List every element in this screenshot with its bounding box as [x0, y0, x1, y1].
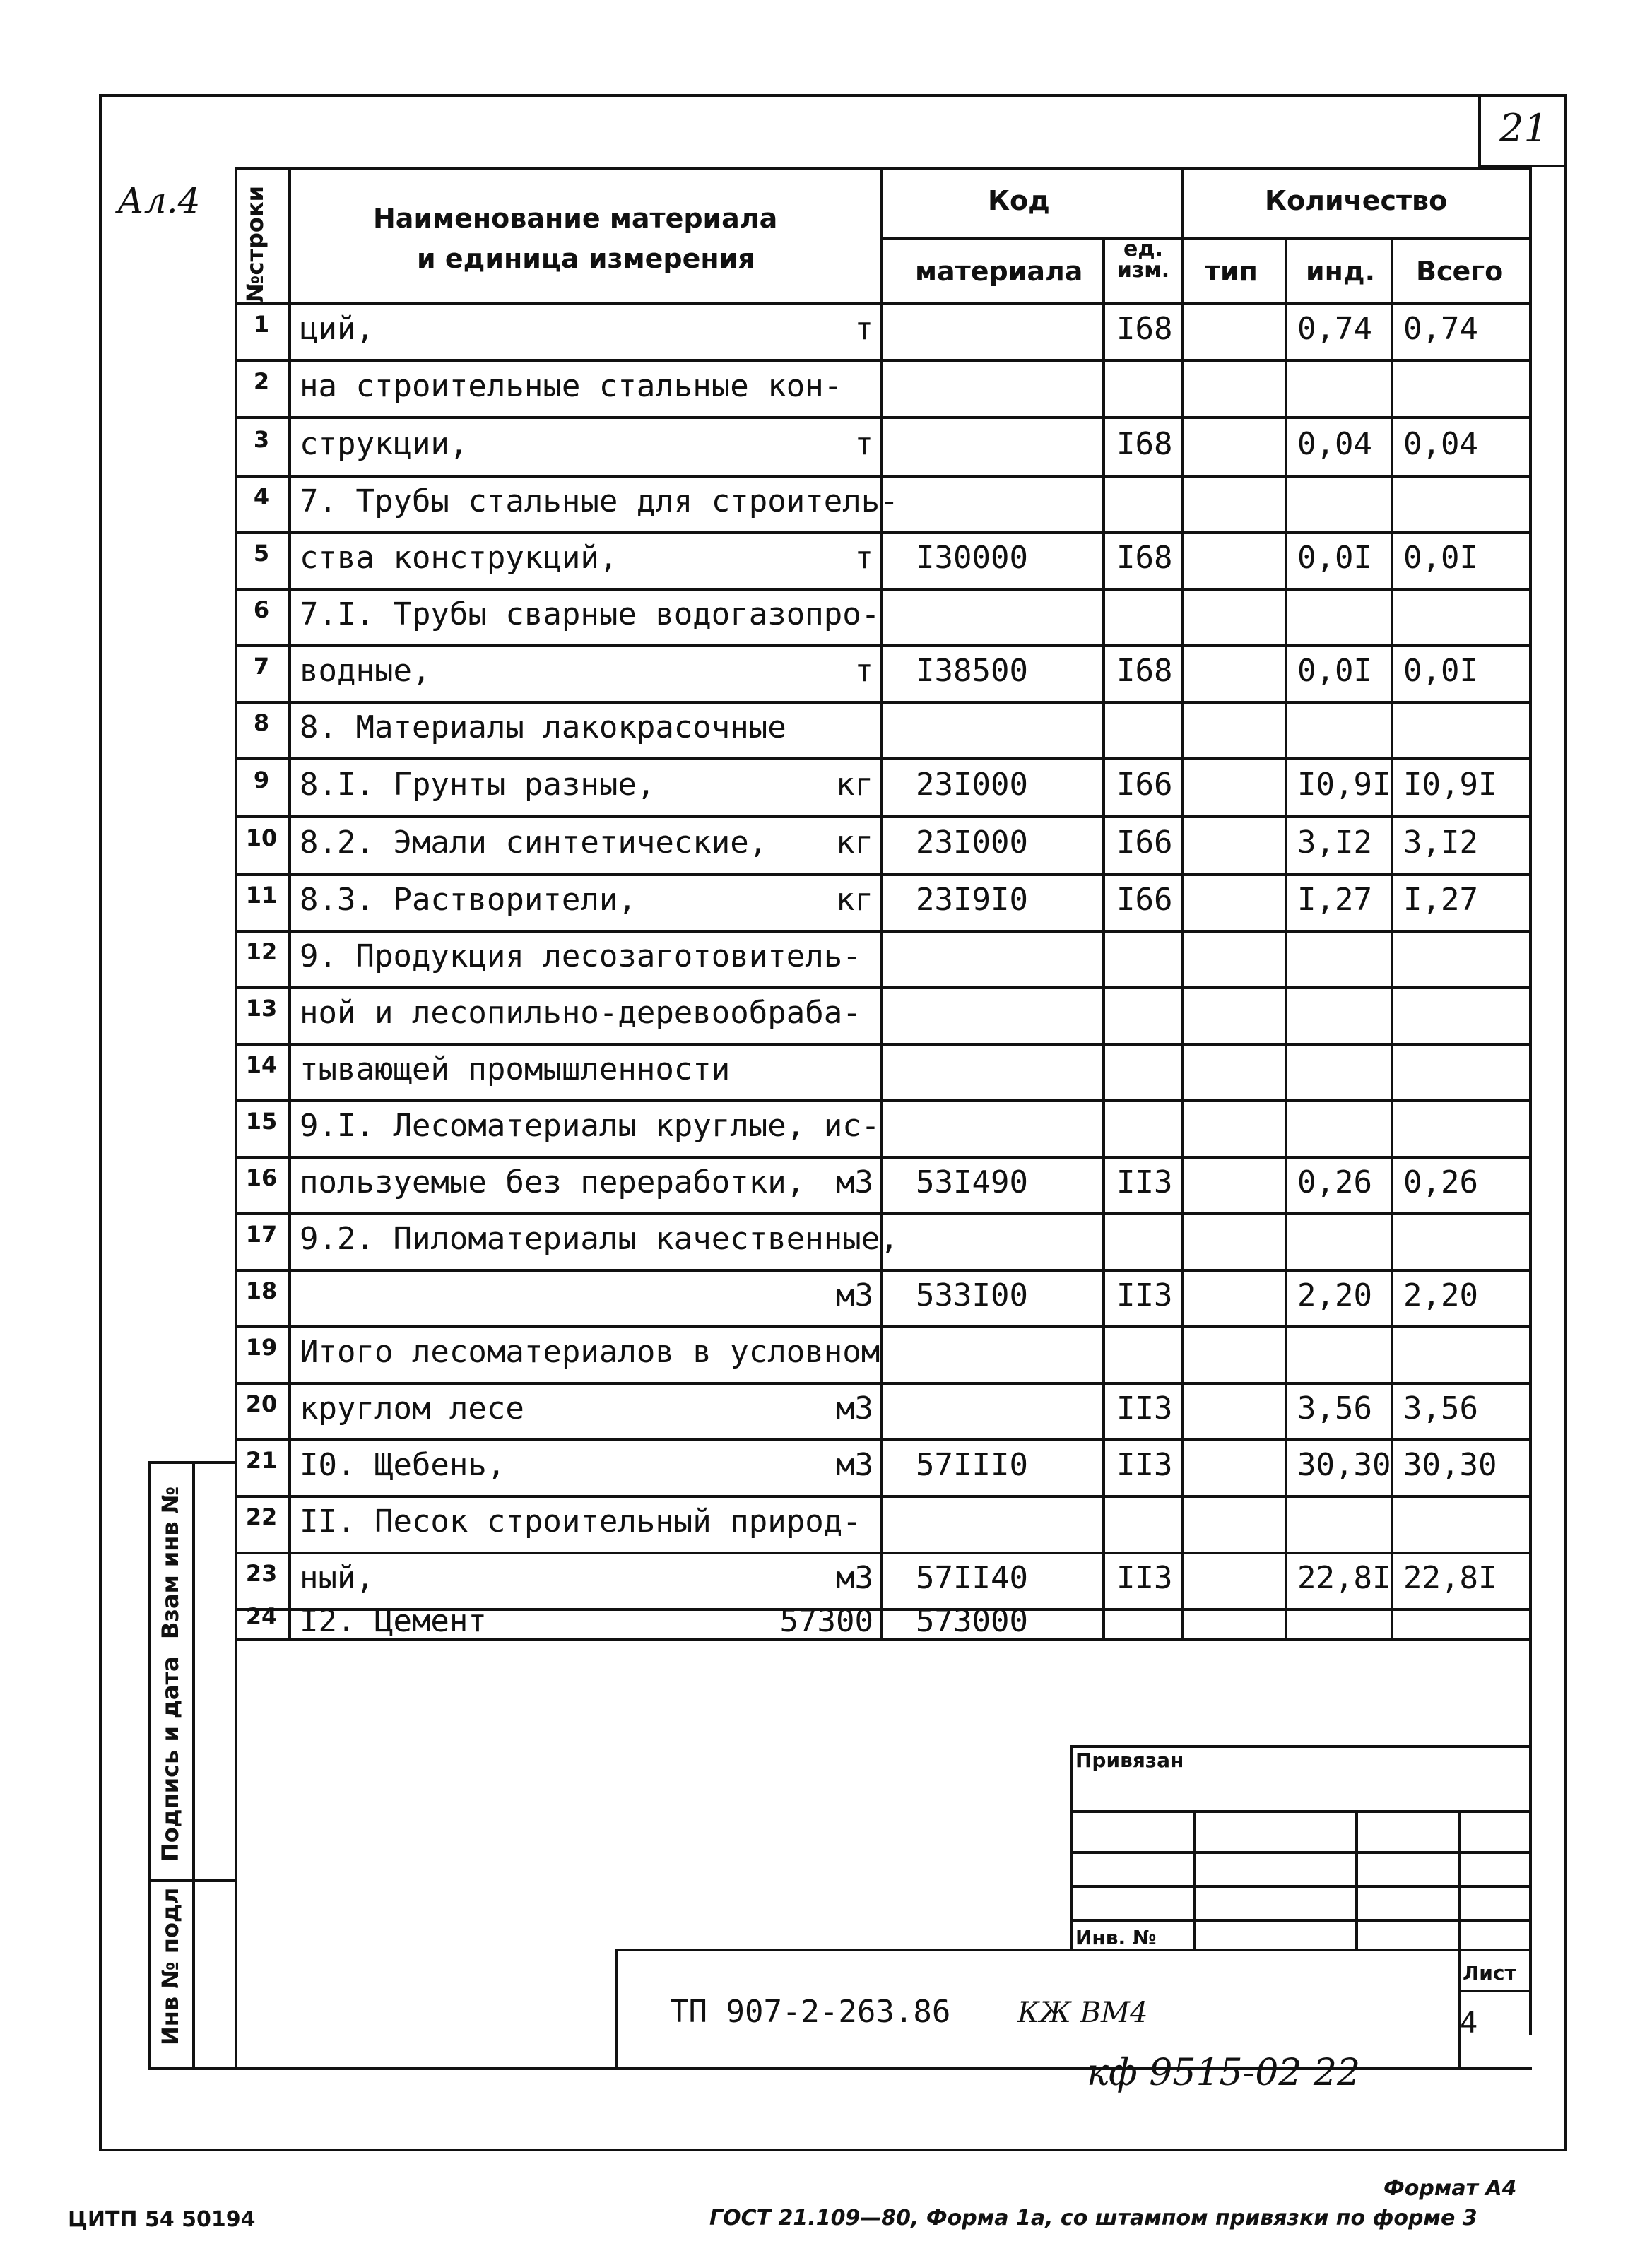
qty-total: 3,56 — [1403, 1390, 1478, 1426]
material-name: ства конструкций, — [300, 540, 618, 576]
material-code: 23I000 — [916, 825, 1028, 861]
row-separator — [235, 588, 1529, 591]
qty-ind: 22,8I — [1297, 1560, 1391, 1596]
qty-ind: 30,30 — [1297, 1447, 1391, 1483]
material-unit: т — [854, 425, 873, 462]
qty-ind: 2,20 — [1297, 1277, 1372, 1313]
row-separator — [235, 1438, 1529, 1441]
row-number: 8 — [253, 709, 270, 736]
header-row-number: №строки — [242, 185, 269, 302]
material-code: I30000 — [916, 540, 1028, 576]
qty-ind: 3,56 — [1297, 1390, 1372, 1426]
header-quantity: Количество — [1265, 185, 1448, 216]
side-stamp-vzam: Взам инв № — [157, 1486, 184, 1639]
qty-ind: 0,26 — [1297, 1164, 1372, 1200]
material-code: 23I000 — [916, 767, 1028, 803]
row-number: 21 — [245, 1447, 278, 1474]
header-code-material: материала — [915, 256, 1083, 287]
material-name: 8.2. Эмали синтетические, — [300, 825, 768, 861]
qty-total: 0,74 — [1403, 311, 1478, 347]
row-separator — [235, 1043, 1529, 1046]
row-number: 13 — [245, 995, 278, 1022]
privyazan-col3 — [1458, 1810, 1461, 1950]
qty-total: 3,I2 — [1403, 825, 1478, 861]
material-code: I38500 — [916, 653, 1028, 689]
row-number: 2 — [253, 367, 270, 395]
qty-ind: I0,9I — [1297, 767, 1391, 803]
side-strip-inner — [192, 1461, 195, 2069]
material-code: 57II40 — [916, 1560, 1028, 1596]
col-type-line — [1181, 167, 1184, 1639]
qty-ind: 0,04 — [1297, 425, 1372, 462]
qty-total: 30,30 — [1403, 1447, 1497, 1483]
unit-code: II3 — [1116, 1560, 1173, 1596]
qty-ind: 0,74 — [1297, 311, 1372, 347]
unit-code: I68 — [1116, 311, 1173, 347]
row-separator — [235, 815, 1529, 818]
material-code: 53I490 — [916, 1164, 1028, 1200]
material-name: 9.I. Лесоматериалы круглые, ис- — [300, 1108, 880, 1144]
row-number: 11 — [245, 882, 278, 909]
unit-code: II3 — [1116, 1390, 1173, 1426]
material-unit: 57300 — [779, 1603, 873, 1639]
material-unit: м3 — [836, 1447, 873, 1483]
row-separator — [235, 757, 1529, 760]
stamp-list-label: Лист — [1463, 1961, 1516, 1985]
row-separator — [235, 475, 1529, 478]
title-top — [615, 1949, 1530, 1951]
row-number: 7 — [253, 653, 270, 680]
side-stamp-inv-podl: Инв № подл — [157, 1887, 184, 2045]
col-right-line — [1529, 167, 1532, 2035]
material-unit: м3 — [836, 1560, 873, 1596]
row-number: 9 — [253, 767, 270, 793]
stamp-inv-no: Инв. № — [1075, 1926, 1157, 1949]
row-separator — [235, 701, 1529, 704]
col-total-line — [1391, 237, 1393, 1639]
qty-total: 0,0I — [1403, 653, 1478, 689]
row-number: 4 — [253, 483, 270, 510]
material-name: 7.I. Трубы сварные водогазопро- — [300, 596, 880, 632]
side-strip-left — [148, 1461, 151, 2069]
header-qty-ind: инд. — [1306, 256, 1376, 287]
row-number: 14 — [245, 1051, 278, 1078]
material-unit: м3 — [836, 1277, 873, 1313]
page-number: 21 — [1499, 106, 1548, 150]
row-number: 1 — [253, 311, 270, 338]
unit-code: II3 — [1116, 1164, 1173, 1200]
row-number: 5 — [253, 540, 270, 567]
qty-total: 2,20 — [1403, 1277, 1478, 1313]
material-name: I0. Щебень, — [300, 1447, 506, 1483]
header-mid-line — [880, 237, 1529, 240]
row-separator — [235, 1269, 1529, 1272]
material-unit: т — [854, 653, 873, 689]
material-code: 533I00 — [916, 1277, 1028, 1313]
row-separator — [235, 1156, 1529, 1159]
header-qty-type: тип — [1205, 256, 1258, 287]
qty-ind: 0,0I — [1297, 540, 1372, 576]
header-name-line2: и единица измерения — [417, 243, 755, 274]
qty-total: 0,04 — [1403, 425, 1478, 462]
row-number: 12 — [245, 938, 278, 965]
row-separator — [235, 531, 1529, 534]
row-separator — [235, 1552, 1529, 1554]
unit-code: II3 — [1116, 1277, 1173, 1313]
header-code: Код — [988, 185, 1050, 216]
stamp-list-value: 4 — [1460, 2005, 1478, 2040]
row-separator — [235, 930, 1529, 933]
unit-code: I68 — [1116, 653, 1173, 689]
qty-total: I,27 — [1403, 882, 1478, 918]
qty-ind: 3,I2 — [1297, 825, 1372, 861]
qty-total: I0,9I — [1403, 767, 1497, 803]
title-left — [615, 1949, 618, 2069]
row-number: 3 — [253, 425, 270, 453]
row-number: 24 — [245, 1603, 278, 1630]
stamp-privyazan: Привязан — [1075, 1749, 1184, 1772]
material-name: струкции, — [300, 425, 468, 462]
material-name: ций, — [300, 311, 374, 347]
privyazan-col2 — [1355, 1810, 1358, 1950]
material-name: круглом лесе — [300, 1390, 524, 1426]
material-name: пользуемые без переработки, — [300, 1164, 806, 1200]
header-code-unit: ед. изм. — [1116, 237, 1170, 283]
col-number-line — [288, 167, 291, 1639]
material-unit: кг — [836, 882, 873, 918]
material-name: 8.I. Грунты разные, — [300, 767, 656, 803]
material-unit: кг — [836, 767, 873, 803]
list-mid — [1458, 1990, 1530, 1992]
row-separator — [235, 1382, 1529, 1385]
unit-code: I66 — [1116, 767, 1173, 803]
material-name: тывающей промышленности — [300, 1051, 731, 1087]
privyazan-top — [1070, 1745, 1529, 1748]
material-name: на строительные стальные кон- — [300, 367, 843, 404]
row-separator — [235, 1495, 1529, 1498]
side-stamp-podpis: Подпись и дата — [157, 1656, 184, 1862]
qty-ind: I,27 — [1297, 882, 1372, 918]
qty-total: 0,26 — [1403, 1164, 1478, 1200]
material-code: 23I9I0 — [916, 882, 1028, 918]
material-name: 8. Материалы лакокрасочные — [300, 709, 786, 745]
qty-ind: 0,0I — [1297, 653, 1372, 689]
material-name: 9. Продукция лесозаготовитель- — [300, 938, 861, 974]
material-unit: м3 — [836, 1164, 873, 1200]
material-code: 573000 — [916, 1603, 1028, 1639]
row-separator — [235, 986, 1529, 989]
row-number: 15 — [245, 1108, 278, 1135]
material-name: I2. Цемент — [300, 1603, 487, 1639]
row-number: 19 — [245, 1334, 278, 1361]
privyazan-col1 — [1193, 1810, 1196, 1950]
stamp-doc-code: ТП 907-2-263.86 — [670, 1994, 951, 2030]
material-name: 7. Трубы стальные для строитель- — [300, 483, 899, 519]
material-unit: т — [854, 311, 873, 347]
col-code-line — [880, 167, 883, 1639]
format-label: Формат А4 — [1383, 2176, 1517, 2201]
row-number: 6 — [253, 596, 270, 623]
material-unit: кг — [836, 825, 873, 861]
material-unit: м3 — [836, 1390, 873, 1426]
row-number: 23 — [245, 1560, 278, 1587]
unit-code: I66 — [1116, 825, 1173, 861]
handwritten-reference: кф 9515-02 22 — [1087, 2052, 1361, 2094]
material-name: Итого лесоматериалов в условном — [300, 1334, 880, 1370]
row-number: 18 — [245, 1277, 278, 1304]
material-code: 57III0 — [916, 1447, 1028, 1483]
material-name: 9.2. Пиломатериалы качественные, — [300, 1221, 899, 1257]
material-name: водные, — [300, 653, 431, 689]
footer-left: ЦИТП 54 50194 — [68, 2207, 256, 2232]
row-number: 22 — [245, 1503, 278, 1530]
material-name: ной и лесопильно-деревообраба- — [300, 995, 861, 1031]
stamp-doc-suffix: КЖ ВМ4 — [1017, 1997, 1148, 2029]
row-separator — [235, 1325, 1529, 1328]
material-unit: т — [854, 540, 873, 576]
footer-right: ГОСТ 21.109—80, Форма 1а, со штампом привязки по форме 3 — [709, 2206, 1477, 2230]
table-left-lower — [235, 1638, 237, 2070]
row-separator — [235, 359, 1529, 362]
unit-code: I68 — [1116, 425, 1173, 462]
unit-code: I68 — [1116, 540, 1173, 576]
row-number: 16 — [245, 1164, 278, 1191]
row-separator — [235, 416, 1529, 419]
col-unit-line — [1102, 237, 1105, 1639]
unit-code: I66 — [1116, 882, 1173, 918]
material-name: ный, — [300, 1560, 374, 1596]
row-number: 10 — [245, 825, 278, 851]
row-separator — [235, 1212, 1529, 1215]
material-name: 8.3. Растворители, — [300, 882, 637, 918]
material-name: II. Песок строительный природ- — [300, 1503, 861, 1540]
qty-total: 0,0I — [1403, 540, 1478, 576]
side-note: Ал.4 — [117, 180, 201, 221]
qty-total: 22,8I — [1403, 1560, 1497, 1596]
unit-code: II3 — [1116, 1447, 1173, 1483]
header-name-line1: Наименование материала — [373, 203, 778, 234]
row-number: 20 — [245, 1390, 278, 1417]
row-number: 17 — [245, 1221, 278, 1248]
header-qty-total: Всего — [1416, 256, 1504, 287]
col-ind-line — [1285, 237, 1287, 1639]
row-separator — [235, 873, 1529, 876]
row-separator — [235, 644, 1529, 647]
row-separator — [235, 1099, 1529, 1102]
